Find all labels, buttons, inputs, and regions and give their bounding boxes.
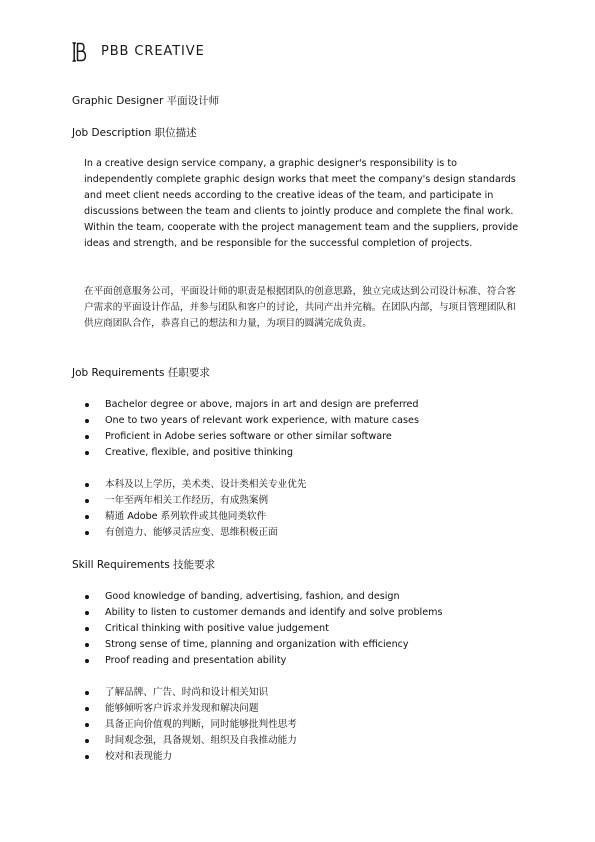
list-item: Good knowledge of banding, advertising, fashion, and design: [84, 589, 442, 605]
bullet-icon: [85, 595, 89, 599]
skill-requirements-heading: Skill Requirements 技能要求: [72, 559, 216, 571]
list-item: Bachelor degree or above, majors in art and design are preferred: [84, 397, 419, 413]
list-item: 精通 Adobe 系列软件或其他同类软件: [84, 509, 306, 525]
bullet-icon: [85, 739, 89, 743]
list-item: 校对和表现能力: [84, 749, 297, 765]
skill-requirements-list-zh: [84, 685, 297, 765]
list-item: Critical thinking with positive value judgement: [84, 621, 442, 637]
bullet-icon: [85, 707, 89, 711]
list-item: Ability to listen to customer demands and identify and solve problems: [84, 605, 442, 621]
bullet-icon: [85, 451, 89, 455]
bullet-icon: [85, 659, 89, 663]
logo-mark: [71, 42, 87, 62]
list-item: 本科及以上学历，美术类、设计类相关专业优先: [84, 477, 306, 493]
bullet-icon: [85, 515, 89, 519]
list-item: 一年至两年相关工作经历，有成熟案例: [84, 493, 306, 509]
bullet-icon: [85, 691, 89, 695]
list-item: 具备正向价值观的判断，同时能够批判性思考: [84, 717, 297, 733]
bullet-icon: [85, 627, 89, 631]
skill-requirements-list-en: [84, 589, 442, 669]
bullet-icon: [85, 643, 89, 647]
bullet-icon: [85, 723, 89, 727]
list-item: Strong sense of time, planning and organization with efficiency: [84, 637, 442, 653]
job-requirements-heading: Job Requirements 任职要求: [72, 367, 210, 379]
bullet-icon: [85, 403, 89, 407]
bullet-icon: [85, 531, 89, 535]
list-item: 能够倾听客户诉求并发现和解决问题: [84, 701, 297, 717]
list-item: One to two years of relevant work experience, with mature cases: [84, 413, 419, 429]
job-requirements-list-zh: [84, 477, 306, 541]
job-description-text-en: In a creative design service company, a graphic designer's responsibility is to independently complete graphic design works that meet the company's design standards and meet client needs according to the creative ideas of the team, and participate in discussions between the team and clients to jointly produce and complete the final work. Within the team, cooperate with the project management team and the suppliers, provide ideas and strength, and be responsible for the successful completion of projects.: [84, 158, 519, 249]
list-item: 了解品牌、广告、时尚和设计相关知识: [84, 685, 297, 701]
bullet-icon: [85, 435, 89, 439]
bullet-icon: [85, 611, 89, 615]
bullet-icon: [85, 755, 89, 759]
job-description-text-zh: 在平面创意服务公司，平面设计师的职责是根据团队的创意思路，独立完成达到公司设计标准、符合客户需求的平面设计作品，并参与团队和客户的讨论，共同产出并完稿。在团队内部，与项目管理团队和供应商团队合作，恭喜自己的想法和力量，为项目的圆满完成负责。: [84, 286, 516, 329]
list-item: 有创造力、能够灵活应变、思维积极正面: [84, 525, 306, 541]
job-requirements-list-en: [84, 397, 419, 461]
page-title: Graphic Designer 平面设计师: [72, 95, 220, 107]
list-item: Proficient in Adobe series software or other similar software: [84, 429, 419, 445]
list-item: Creative, flexible, and positive thinking: [84, 445, 419, 461]
brand-header: [71, 42, 205, 62]
list-item: Proof reading and presentation ability: [84, 653, 442, 669]
list-item: 时间观念强，具备规划、组织及自我推动能力: [84, 733, 297, 749]
bullet-icon: [85, 419, 89, 423]
job-description-heading: Job Description 职位描述: [72, 127, 197, 139]
bullet-icon: [85, 499, 89, 503]
brand-name: PBB CREATIVE: [101, 44, 205, 59]
bullet-icon: [85, 483, 89, 487]
